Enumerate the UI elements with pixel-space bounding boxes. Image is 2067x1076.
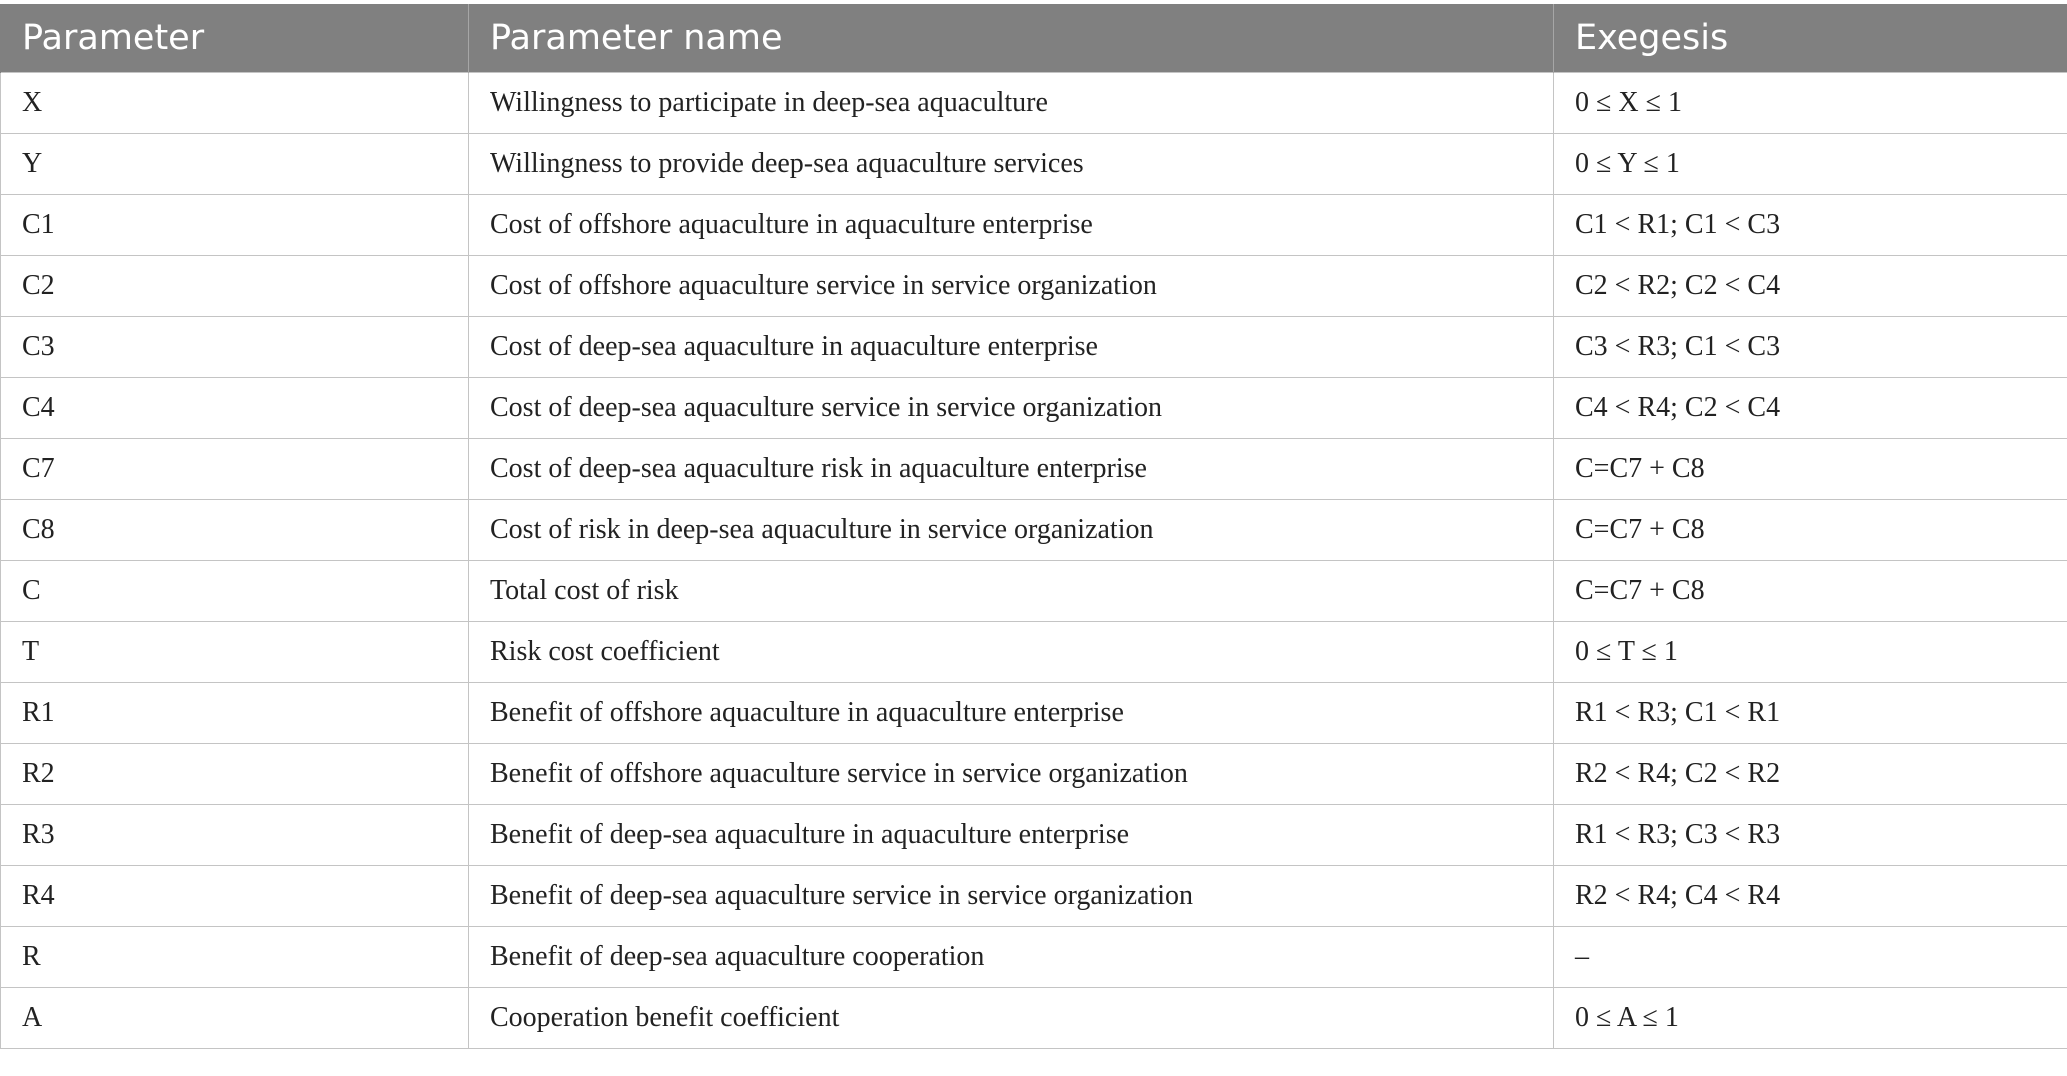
parameter-table <box>0 4 2067 1049</box>
table-row <box>1 927 2067 988</box>
cell-exegesis: 0 ≤ T ≤ 1 <box>1554 622 2067 683</box>
cell-exegesis: R2 < R4; C4 < R4 <box>1554 866 2067 927</box>
table-row <box>1 622 2067 683</box>
cell-parameter: A <box>1 988 469 1049</box>
cell-parameter: C3 <box>1 317 469 378</box>
cell-exegesis: 0 ≤ Y ≤ 1 <box>1554 134 2067 195</box>
cell-parameter-name: Cost of offshore aquaculture service in service organization <box>469 256 1554 317</box>
cell-parameter-name: Benefit of offshore aquaculture service in service organization <box>469 744 1554 805</box>
table-row <box>1 744 2067 805</box>
table-row <box>1 561 2067 622</box>
cell-parameter-name: Cost of risk in deep-sea aquaculture in service organization <box>469 500 1554 561</box>
header-parameter-name: Parameter name <box>469 4 1554 73</box>
cell-parameter-name: Cost of deep-sea aquaculture in aquaculture enterprise <box>469 317 1554 378</box>
cell-parameter-name: Benefit of deep-sea aquaculture in aquaculture enterprise <box>469 805 1554 866</box>
cell-parameter: R3 <box>1 805 469 866</box>
cell-exegesis: C1 < R1; C1 < C3 <box>1554 195 2067 256</box>
cell-parameter: C7 <box>1 439 469 500</box>
cell-parameter-name: Total cost of risk <box>469 561 1554 622</box>
parameter-table-container <box>0 4 2067 1049</box>
cell-parameter-name: Benefit of deep-sea aquaculture service in service organization <box>469 866 1554 927</box>
cell-exegesis: C4 < R4; C2 < C4 <box>1554 378 2067 439</box>
cell-parameter-name: Willingness to provide deep-sea aquaculture services <box>469 134 1554 195</box>
table-body <box>1 73 2067 1049</box>
header-exegesis: Exegesis <box>1554 4 2067 73</box>
cell-parameter: C <box>1 561 469 622</box>
table-row <box>1 988 2067 1049</box>
cell-parameter-name: Cooperation benefit coefficient <box>469 988 1554 1049</box>
table-row <box>1 805 2067 866</box>
table-header <box>1 4 2067 73</box>
cell-parameter: C1 <box>1 195 469 256</box>
cell-parameter-name: Benefit of deep-sea aquaculture cooperation <box>469 927 1554 988</box>
table-row <box>1 683 2067 744</box>
cell-parameter: T <box>1 622 469 683</box>
table-row <box>1 378 2067 439</box>
cell-exegesis: C=C7 + C8 <box>1554 561 2067 622</box>
table-row <box>1 866 2067 927</box>
cell-parameter: X <box>1 73 469 134</box>
cell-parameter-name: Willingness to participate in deep-sea aquaculture <box>469 73 1554 134</box>
cell-parameter: C8 <box>1 500 469 561</box>
cell-exegesis: C=C7 + C8 <box>1554 439 2067 500</box>
cell-exegesis: 0 ≤ X ≤ 1 <box>1554 73 2067 134</box>
cell-parameter: R <box>1 927 469 988</box>
cell-exegesis: 0 ≤ A ≤ 1 <box>1554 988 2067 1049</box>
cell-parameter-name: Cost of offshore aquaculture in aquaculture enterprise <box>469 195 1554 256</box>
table-row <box>1 134 2067 195</box>
table-row <box>1 317 2067 378</box>
cell-exegesis: R1 < R3; C1 < R1 <box>1554 683 2067 744</box>
header-parameter: Parameter <box>1 4 469 73</box>
cell-exegesis: C2 < R2; C2 < C4 <box>1554 256 2067 317</box>
cell-parameter: C4 <box>1 378 469 439</box>
table-row <box>1 195 2067 256</box>
cell-parameter-name: Cost of deep-sea aquaculture service in service organization <box>469 378 1554 439</box>
cell-parameter: R1 <box>1 683 469 744</box>
cell-parameter: Y <box>1 134 469 195</box>
table-row <box>1 256 2067 317</box>
table-row <box>1 73 2067 134</box>
table-row <box>1 439 2067 500</box>
cell-parameter: R2 <box>1 744 469 805</box>
cell-parameter: C2 <box>1 256 469 317</box>
cell-parameter: R4 <box>1 866 469 927</box>
cell-exegesis: – <box>1554 927 2067 988</box>
cell-exegesis: C=C7 + C8 <box>1554 500 2067 561</box>
header-row <box>1 4 2067 73</box>
table-row <box>1 500 2067 561</box>
cell-exegesis: R1 < R3; C3 < R3 <box>1554 805 2067 866</box>
cell-exegesis: R2 < R4; C2 < R2 <box>1554 744 2067 805</box>
cell-parameter-name: Cost of deep-sea aquaculture risk in aquaculture enterprise <box>469 439 1554 500</box>
cell-parameter-name: Risk cost coefficient <box>469 622 1554 683</box>
cell-parameter-name: Benefit of offshore aquaculture in aquaculture enterprise <box>469 683 1554 744</box>
cell-exegesis: C3 < R3; C1 < C3 <box>1554 317 2067 378</box>
